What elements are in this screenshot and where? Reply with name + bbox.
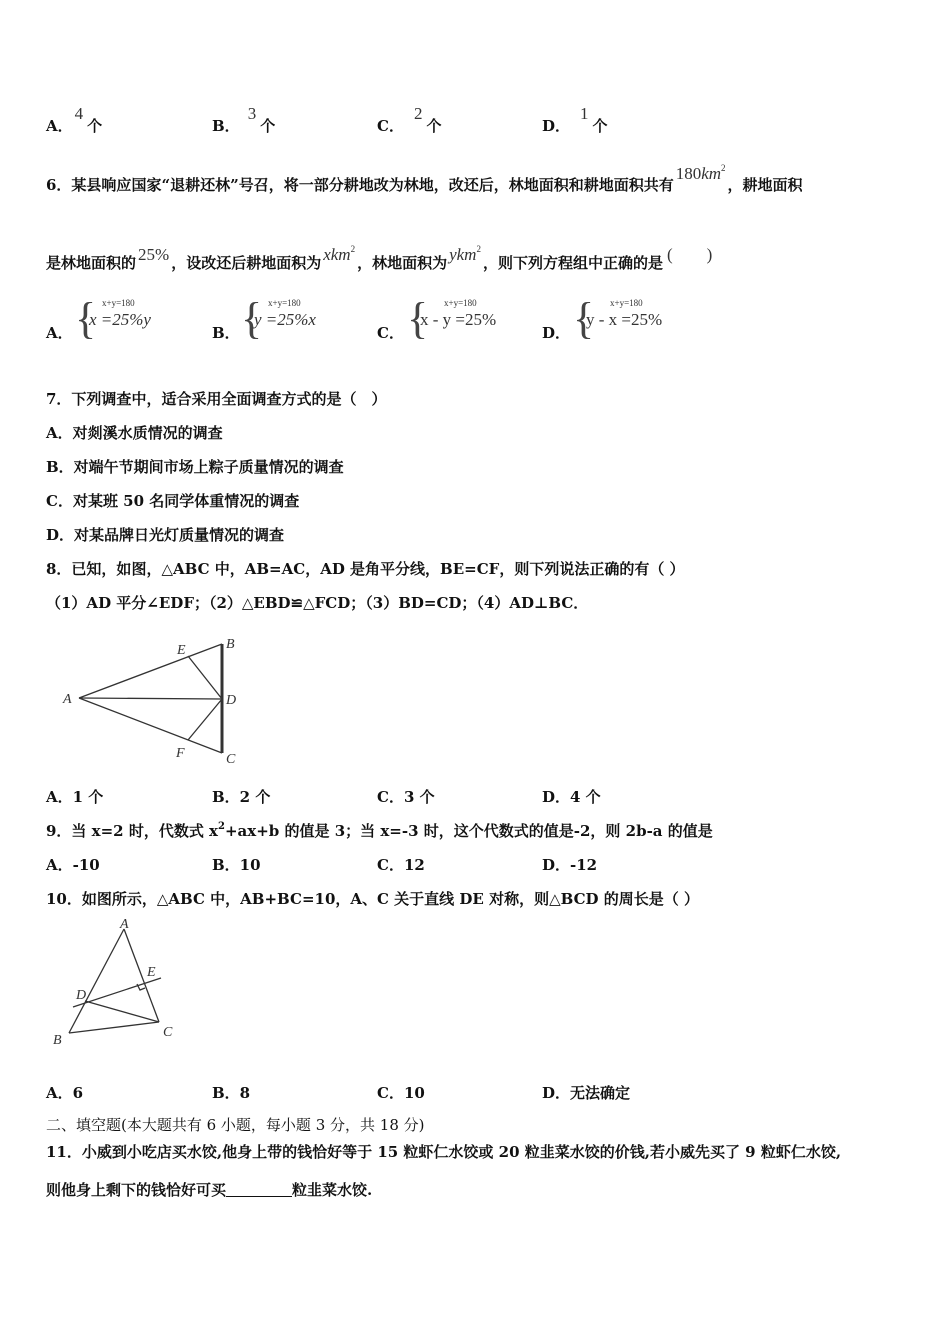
- q11-line-2: 则他身上剩下的钱恰好可买 粒韭菜水饺.: [46, 1181, 373, 1199]
- q9-option-a: A．-10: [46, 856, 100, 874]
- q10-option-d: D．无法确定: [542, 1084, 631, 1102]
- q10-figure: [45, 915, 185, 1050]
- q6-percent: 25%: [138, 245, 170, 264]
- q6-area-total: $180km^2$: [675, 163, 726, 183]
- q9-option-d: D．-12: [542, 856, 598, 874]
- q10-label-e: E: [147, 965, 156, 980]
- q8-option-d: D．4 个: [542, 788, 601, 806]
- q6-y-area: ykm$^2$: [449, 244, 481, 264]
- q6-line-1: 6．某县响应国家“退耕还林”号召，将一部分耕地改为林地，改还后，林地面积和耕地面积共有$180km^2$，耕地面积: [46, 163, 803, 194]
- q9-option-c: C．12: [377, 856, 425, 874]
- q5-option-b-number: 3: [247, 104, 257, 123]
- q6-option-d-brace: {: [573, 294, 595, 343]
- q9-option-b: B．10: [212, 856, 261, 874]
- q5-option-c-number: 2: [413, 104, 423, 123]
- q7-option-a: A．对剡溪水质情况的调查: [46, 424, 223, 442]
- section-2-heading: 二、填空题(本大题共有 6 小题，每小题 3 分，共 18 分): [46, 1116, 425, 1134]
- q6-option-b-brace: {: [241, 294, 263, 343]
- q9-stem: 9．当 x=2 时，代数式 $x^2+ax+b$ 的值是 3；当 x=-3 时，这个代数式的值是-2，则 2b-a 的值是: [46, 821, 713, 840]
- q8-label-a: A: [63, 692, 72, 707]
- q5-option-d: D．1个: [542, 104, 608, 135]
- q8-stem: 8．已知，如图，△ABC 中，AB=AC，AD 是角平分线，BE=CF，则下列说法正确的有（ ）: [46, 560, 685, 578]
- q8-option-b: B．2 个: [212, 788, 271, 806]
- q10-label-c: C: [163, 1025, 173, 1040]
- q8-label-b: B: [226, 637, 235, 652]
- q8-label-c: C: [226, 752, 236, 767]
- q7-stem: 7．下列调查中，适合采用全面调查方式的是（ ）: [46, 390, 387, 408]
- q10-option-a: A．6: [46, 1084, 84, 1102]
- q6-answer-paren: ( ): [666, 245, 713, 264]
- q5-option-a: A．4个: [46, 104, 103, 135]
- q6-option-c-brace: {: [407, 294, 429, 343]
- q11-line-1: 11．小威到小吃店买水饺,他身上带的钱恰好等于 15 粒虾仁水饺或 20 粒韭菜水饺的价钱,若小威先买了 9 粒虾仁水饺,: [46, 1143, 842, 1161]
- q6-x-area: xkm$^2$: [323, 244, 356, 264]
- q8-figure: [55, 630, 255, 770]
- q6-option-a-brace: {: [75, 294, 97, 343]
- q7-option-d: D．对某品牌日光灯质量情况的调查: [46, 526, 285, 544]
- q10-label-a: A: [120, 917, 129, 932]
- q8-label-e: E: [177, 643, 186, 658]
- q8-label-f: F: [176, 746, 185, 761]
- q7-option-c: C．对某班 50 名同学体重情况的调查: [46, 492, 300, 510]
- q10-stem: 10．如图所示，△ABC 中，AB+BC=10，A、C 关于直线 DE 对称，则△BCD 的周长是（ ）: [46, 890, 699, 908]
- q5-option-d-number: 1: [580, 104, 589, 123]
- q8-option-c: C．3 个: [377, 788, 435, 806]
- q10-option-c: C．10: [377, 1084, 425, 1102]
- q8-label-d: D: [226, 693, 237, 708]
- q6-line-2: 是林地面积的 25% ，设改还后耕地面积为 xkm$^2$，林地面积为 ykm$^2$，则下列方程组中正确的是 ( ): [46, 244, 713, 272]
- q11-answer-blank[interactable]: [226, 1182, 292, 1197]
- q10-label-b: B: [53, 1033, 62, 1048]
- q8-option-a: A．1 个: [46, 788, 104, 806]
- q5-option-a-number: 4: [74, 104, 84, 123]
- q10-label-d: D: [76, 988, 87, 1003]
- q5-option-b: B．3个: [212, 104, 276, 135]
- q10-option-b: B．8: [212, 1084, 251, 1102]
- q5-option-c: C．2个: [377, 104, 442, 135]
- q7-option-b: B．对端午节期间市场上粽子质量情况的调查: [46, 458, 344, 476]
- q8-statements: （1）AD 平分∠EDF；（2）△EBD≌△FCD；（3）BD=CD；（4）AD⊥BC．: [46, 594, 589, 612]
